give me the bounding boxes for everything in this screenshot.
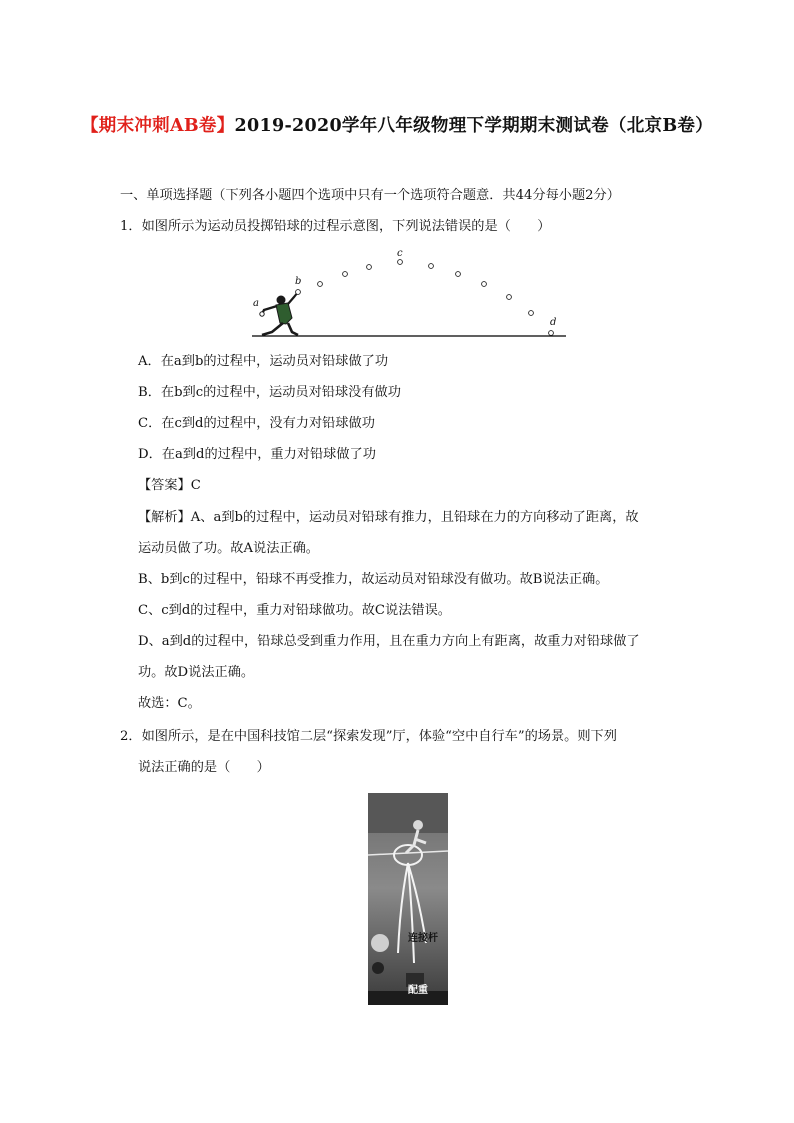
label-d: d [550, 317, 557, 328]
q1-answer: 【答案】C [138, 478, 201, 493]
title-black-part: 2019-2020学年八年级物理下学期期末测试卷（北京B卷） [234, 116, 714, 136]
q1-option-d: D．在a到d的过程中，重力对铅球做了功 [138, 447, 376, 462]
q1-analysis-line: C、c到d的过程中，重力对铅球做功。故C说法错误。 [138, 603, 451, 618]
q1-analysis-line: B、b到c的过程中，铅球不再受推力，故运动员对铅球没有做功。故B说法正确。 [138, 572, 609, 587]
q2-stem-line1: 2．如图所示，是在中国科技馆二层“探索发现”厅，体验“空中自行车”的场景。则下列 [120, 729, 617, 744]
ball-d [549, 331, 554, 336]
q1-analysis-line: 运动员做了功。故A说法正确。 [138, 541, 319, 556]
title-red-part: 【期末冲刺AB卷】 [80, 116, 235, 136]
q1-stem: 1．如图所示为运动员投掷铅球的过程示意图，下列说法错误的是（ ） [120, 219, 551, 234]
label-weight: 配重 [408, 985, 428, 996]
q1-option-c: C．在c到d的过程中，没有力对铅球做功 [138, 416, 375, 431]
q1-analysis-line: 功。故D说法正确。 [138, 665, 255, 680]
q1-analysis-line: 【解析】A、a到b的过程中，运动员对铅球有推力，且铅球在力的方向移动了距离，故 [138, 510, 639, 525]
shot-put-figure [250, 248, 568, 342]
q1-analysis-line: D、a到d的过程中，铅球总受到重力作用，且在重力方向上有距离，故重力对铅球做了 [138, 634, 640, 649]
athlete-figure [260, 292, 298, 335]
trajectory-points [296, 260, 557, 336]
sky-bicycle-photo [368, 793, 448, 1005]
ball-c [398, 260, 403, 265]
section-heading: 一、单项选择题（下列各小题四个选项中只有一个选项符合题意．共44分每小题2分） [120, 188, 620, 203]
label-rod: 连接杆 [408, 933, 438, 944]
q1-option-a: A．在a到b的过程中，运动员对铅球做了功 [138, 354, 389, 369]
q1-analysis-line: 故选：C。 [138, 696, 201, 711]
label-b: b [295, 276, 302, 287]
ball-b [296, 290, 301, 295]
q2-stem-line2: 说法正确的是（ ） [138, 760, 270, 775]
q1-option-b: B．在b到c的过程中，运动员对铅球没有做功 [138, 385, 401, 400]
label-c: c [397, 248, 403, 259]
label-a: a [253, 298, 259, 309]
page-title [60, 103, 734, 149]
